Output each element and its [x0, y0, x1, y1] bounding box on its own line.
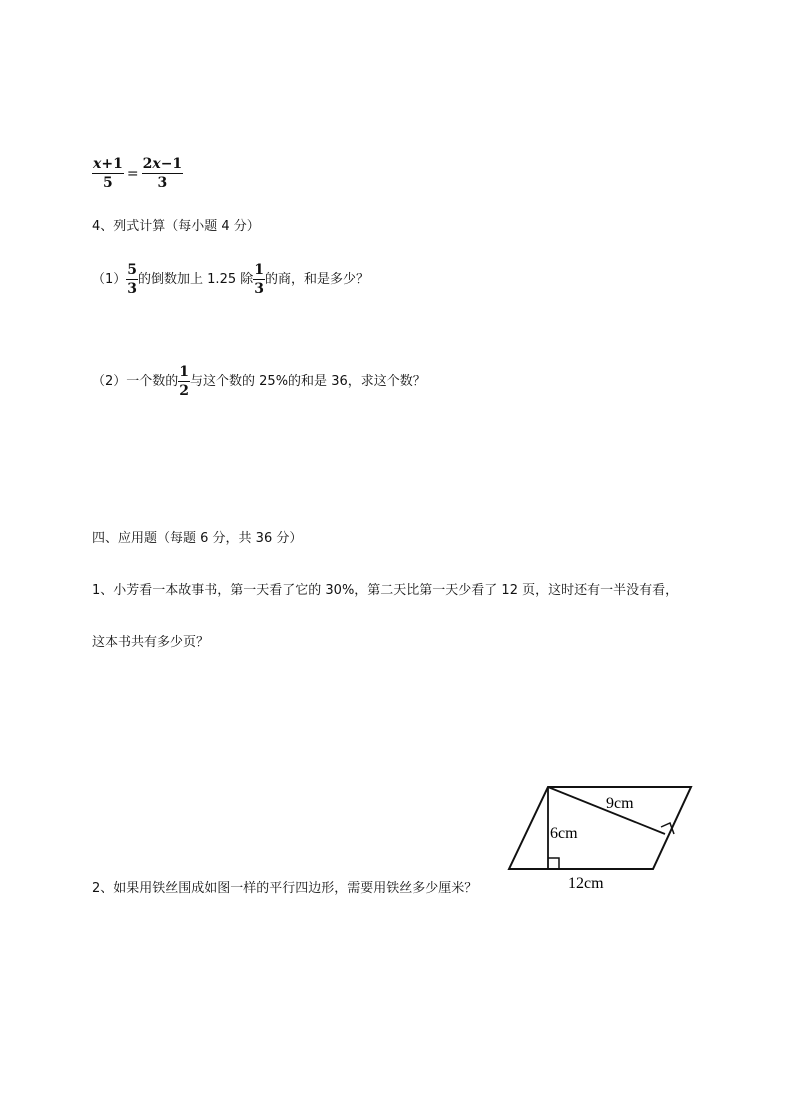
- q1-fraction-2: $\frac{1}{3}$: [254, 262, 264, 297]
- q2-text: 与这个数的 25%的和是 36，求这个数？: [190, 373, 426, 389]
- section-4-question-1: [92, 262, 369, 297]
- section-4-question-2: [92, 364, 426, 399]
- eq-left-den: 5: [103, 175, 113, 191]
- q2-prefix: （2）一个数的: [92, 373, 179, 389]
- q1-fraction-1: $\frac{5}{3}$: [127, 262, 138, 297]
- section-iv-heading: 四、应用题（每题 6 分，共 36 分）: [92, 531, 303, 546]
- eq-right-den: 3: [157, 175, 168, 191]
- label-diagonal: 9cm: [606, 795, 634, 812]
- eq-left-var: x: [93, 156, 102, 172]
- equals-sign: =: [126, 165, 139, 182]
- q1-text-2: 的商，和是多少？: [265, 271, 370, 287]
- q1-prefix: （1）: [92, 271, 127, 287]
- equation-left-fraction: [92, 156, 124, 191]
- parallelogram-figure: [500, 782, 700, 892]
- eq-right-coef: 2: [142, 156, 153, 172]
- height-right-angle: [548, 858, 559, 869]
- q2-fraction: $\frac{1}{2}$: [179, 364, 190, 399]
- application-question-2: 2、如果用铁丝围成如图一样的平行四边形，需要用铁丝多少厘米？: [92, 881, 478, 896]
- section-4-heading: 4、列式计算（每小题 4 分）: [92, 219, 260, 234]
- application-question-1-line-1: 1、小芳看一本故事书，第一天看了它的 30%，第二天比第一天少看了 12 页，这时还有一半没有看，: [92, 583, 679, 598]
- label-base: 12cm: [568, 875, 604, 892]
- q1-text-1: 的倒数加上 1.25 除: [138, 271, 254, 287]
- equation: [92, 156, 183, 191]
- eq-left-rest: +1: [101, 156, 123, 172]
- eq-right-var: x: [152, 156, 161, 172]
- application-question-1-line-2: 这本书共有多少页？: [92, 635, 210, 650]
- parallelogram-outline: [509, 787, 691, 869]
- label-height: 6cm: [550, 825, 578, 842]
- equation-right-fraction: [142, 156, 184, 191]
- eq-right-rest: −1: [160, 156, 183, 172]
